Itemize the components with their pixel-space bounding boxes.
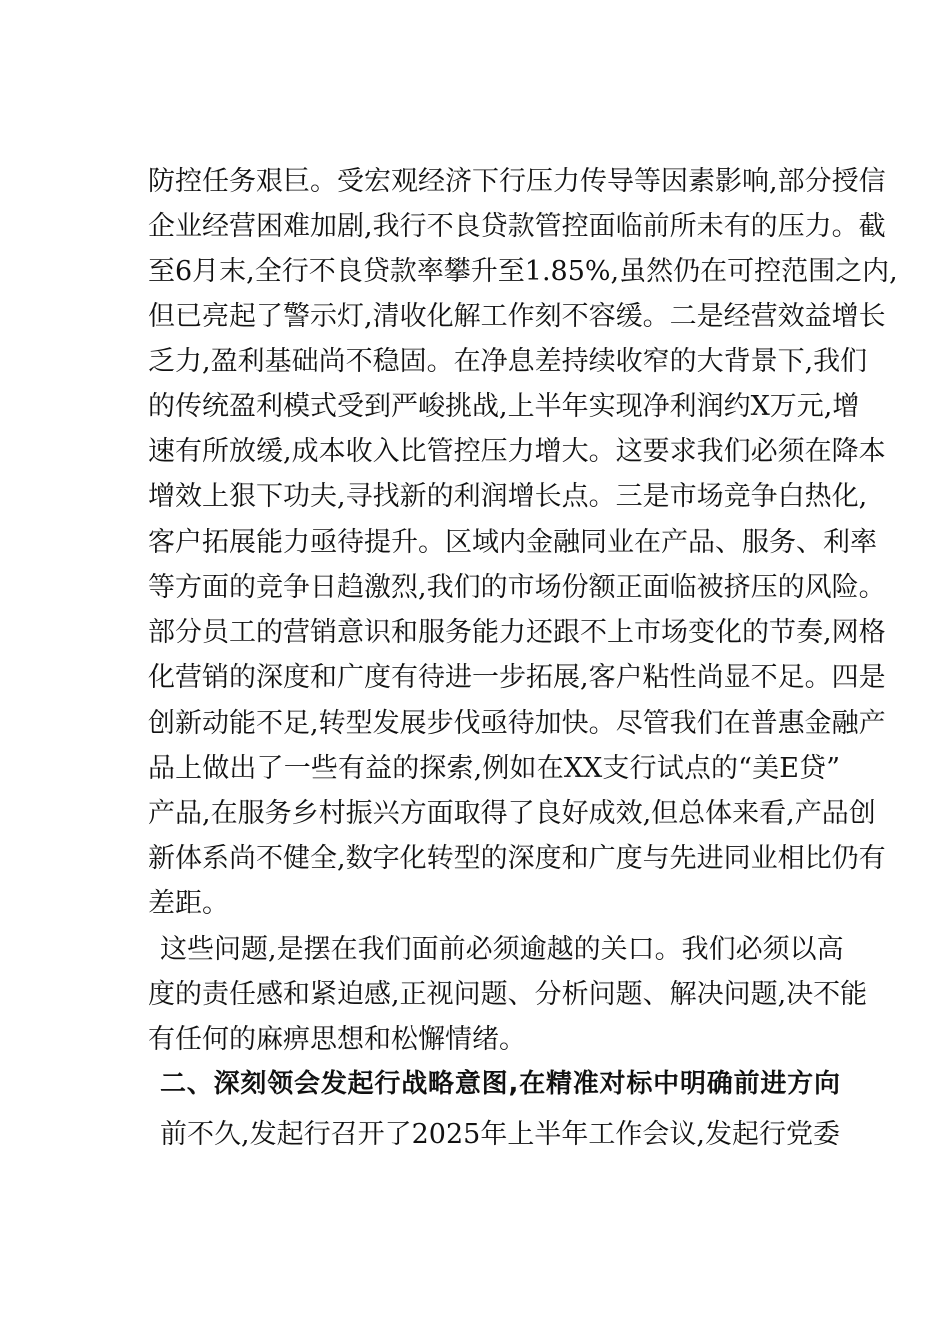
- body-line: 但已亮起了警示灯,清收化解工作刻不容缓。二是经营效益增长: [148, 301, 886, 332]
- body-line: 创新动能不足,转型发展步伐亟待加快。尽管我们在普惠金融产: [148, 708, 886, 739]
- body-line: 速有所放缓,成本收入比管控压力增大。这要求我们必须在降本: [148, 436, 886, 467]
- body-line: 这些问题,是摆在我们面前必须逾越的关口。我们必须以高: [160, 934, 844, 965]
- body-line: 部分员工的营销意识和服务能力还跟不上市场变化的节奏,网格: [148, 617, 886, 648]
- body-line: 品上做出了一些有益的探索,例如在XX支行试点的“美E贷”: [148, 753, 840, 784]
- section-heading: 二、深刻领会发起行战略意图,在精准对标中明确前进方向: [160, 1069, 840, 1099]
- body-line: 乏力,盈利基础尚不稳固。在净息差持续收窄的大背景下,我们: [148, 346, 868, 377]
- body-line: 增效上狠下功夫,寻找新的利润增长点。三是市场竞争白热化,: [148, 481, 868, 512]
- body-line: 新体系尚不健全,数字化转型的深度和广度与先进同业相比仍有: [148, 843, 886, 874]
- body-line: 客户拓展能力亟待提升。区域内金融同业在产品、服务、利率: [148, 527, 877, 558]
- body-line: 产品,在服务乡村振兴方面取得了良好成效,但总体来看,产品创: [148, 798, 876, 829]
- body-line: 的传统盈利模式受到严峻挑战,上半年实现净利润约X万元,增: [148, 391, 860, 422]
- body-line: 等方面的竞争日趋激烈,我们的市场份额正面临被挤压的风险。: [148, 572, 886, 603]
- body-line: 前不久,发起行召开了2025年上半年工作会议,发起行党委: [160, 1119, 840, 1150]
- body-line: 至6月末,全行不良贷款率攀升至1.85%,虽然仍在可控范围之内,: [148, 256, 898, 287]
- body-line: 有任何的麻痹思想和松懈情绪。: [148, 1024, 526, 1055]
- body-line: 度的责任感和紧迫感,正视问题、分析问题、解决问题,决不能: [148, 979, 868, 1010]
- body-line: 防控任务艰巨。受宏观经济下行压力传导等因素影响,部分授信: [148, 166, 886, 197]
- body-line: 差距。: [148, 888, 229, 919]
- body-line: 化营销的深度和广度有待进一步拓展,客户粘性尚显不足。四是: [148, 662, 886, 693]
- body-line: 企业经营困难加剧,我行不良贷款管控面临前所未有的压力。截: [148, 211, 886, 242]
